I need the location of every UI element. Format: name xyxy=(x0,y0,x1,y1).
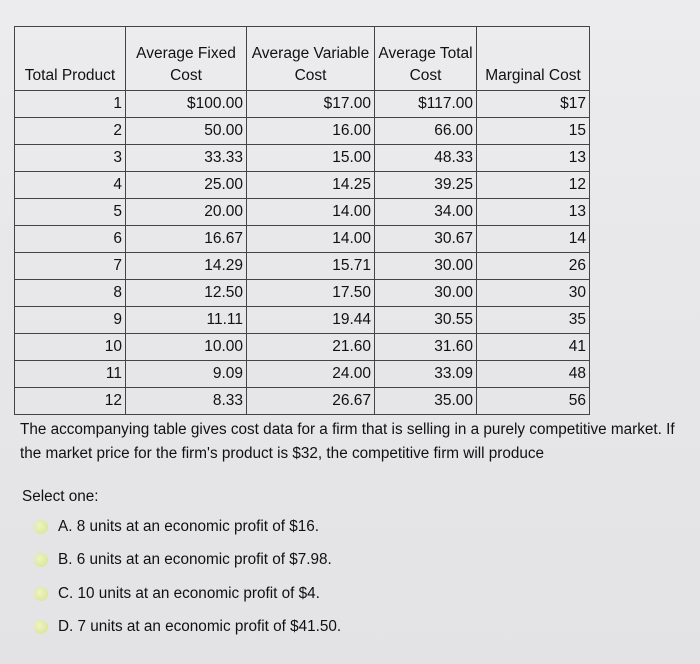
cell-average-total-cost: 31.60 xyxy=(375,334,477,361)
cell-average-variable-cost: 14.00 xyxy=(247,226,375,253)
cell-average-variable-cost: 15.71 xyxy=(247,253,375,280)
cell-total-product: 5 xyxy=(15,199,126,226)
cell-total-product: 2 xyxy=(15,118,126,145)
radio-icon[interactable] xyxy=(34,553,48,567)
question-text: The accompanying table gives cost data for a firm that is selling in a purely competitive market. If the market price for the firm's product is $32, the competitive firm will produce xyxy=(20,421,675,462)
cell-average-fixed-cost: 12.50 xyxy=(126,280,247,307)
cell-average-total-cost: 39.25 xyxy=(375,172,477,199)
cell-total-product: 8 xyxy=(15,280,126,307)
cell-marginal-cost: 56 xyxy=(477,388,590,415)
header-average-total-cost: Average Total Cost xyxy=(375,27,477,91)
cell-total-product: 10 xyxy=(15,334,126,361)
cell-marginal-cost: 15 xyxy=(477,118,590,145)
cell-average-total-cost: 34.00 xyxy=(375,199,477,226)
table-row xyxy=(15,253,590,280)
cell-average-variable-cost: 15.00 xyxy=(247,145,375,172)
table-row xyxy=(15,307,590,334)
cell-total-product: 4 xyxy=(15,172,126,199)
cell-average-fixed-cost: 10.00 xyxy=(126,334,247,361)
radio-icon[interactable] xyxy=(34,587,48,601)
cell-marginal-cost: 13 xyxy=(477,199,590,226)
cell-average-fixed-cost: 50.00 xyxy=(126,118,247,145)
cell-average-variable-cost: 16.00 xyxy=(247,118,375,145)
cell-average-fixed-cost: 20.00 xyxy=(126,199,247,226)
cell-average-variable-cost: 14.25 xyxy=(247,172,375,199)
cell-average-total-cost: 35.00 xyxy=(375,388,477,415)
header-total-product: Total Product xyxy=(15,27,126,91)
option-a-label: A. 8 units at an economic profit of $16. xyxy=(58,518,320,535)
table-row xyxy=(15,334,590,361)
cell-average-total-cost: 30.00 xyxy=(375,253,477,280)
cell-average-total-cost: 66.00 xyxy=(375,118,477,145)
cell-marginal-cost: 41 xyxy=(477,334,590,361)
cell-total-product: 11 xyxy=(15,361,126,388)
option-c[interactable] xyxy=(34,585,320,603)
cell-average-fixed-cost: 11.11 xyxy=(126,307,247,334)
cell-marginal-cost: 48 xyxy=(477,361,590,388)
table-row xyxy=(15,199,590,226)
table-row xyxy=(15,388,590,415)
cell-marginal-cost: 30 xyxy=(477,280,590,307)
header-average-fixed-cost: Average Fixed Cost xyxy=(126,27,247,91)
cell-average-variable-cost: 24.00 xyxy=(247,361,375,388)
cell-marginal-cost: $17 xyxy=(477,91,590,118)
cell-total-product: 3 xyxy=(15,145,126,172)
table-row xyxy=(15,172,590,199)
cell-average-total-cost: $117.00 xyxy=(375,91,477,118)
cost-table xyxy=(14,26,590,415)
cell-average-variable-cost: 21.60 xyxy=(247,334,375,361)
cell-total-product: 6 xyxy=(15,226,126,253)
cell-total-product: 7 xyxy=(15,253,126,280)
cell-average-total-cost: 30.55 xyxy=(375,307,477,334)
header-average-variable-cost: Average Variable Cost xyxy=(247,27,375,91)
table-row xyxy=(15,280,590,307)
cell-average-fixed-cost: 14.29 xyxy=(126,253,247,280)
cell-average-total-cost: 30.00 xyxy=(375,280,477,307)
cell-average-fixed-cost: 25.00 xyxy=(126,172,247,199)
select-one-label: Select one: xyxy=(22,488,99,505)
cell-marginal-cost: 35 xyxy=(477,307,590,334)
table-row xyxy=(15,118,590,145)
cell-marginal-cost: 26 xyxy=(477,253,590,280)
cell-average-fixed-cost: 33.33 xyxy=(126,145,247,172)
cell-average-fixed-cost: 16.67 xyxy=(126,226,247,253)
cell-average-total-cost: 48.33 xyxy=(375,145,477,172)
table-row xyxy=(15,361,590,388)
cell-average-fixed-cost: 9.09 xyxy=(126,361,247,388)
cell-average-fixed-cost: 8.33 xyxy=(126,388,247,415)
cell-marginal-cost: 13 xyxy=(477,145,590,172)
table-header-row xyxy=(15,27,590,91)
option-b[interactable] xyxy=(34,551,332,569)
cell-marginal-cost: 14 xyxy=(477,226,590,253)
cell-total-product: 12 xyxy=(15,388,126,415)
table-row xyxy=(15,226,590,253)
option-a[interactable] xyxy=(34,518,319,536)
table-row xyxy=(15,145,590,172)
cell-total-product: 9 xyxy=(15,307,126,334)
cell-average-variable-cost: 26.67 xyxy=(247,388,375,415)
table-row xyxy=(15,91,590,118)
option-d[interactable] xyxy=(34,618,341,636)
radio-icon[interactable] xyxy=(34,520,48,534)
cell-average-variable-cost: $17.00 xyxy=(247,91,375,118)
cell-marginal-cost: 12 xyxy=(477,172,590,199)
cell-average-variable-cost: 17.50 xyxy=(247,280,375,307)
cell-average-fixed-cost: $100.00 xyxy=(126,91,247,118)
option-d-label: D. 7 units at an economic profit of $41.50. xyxy=(58,618,342,635)
cell-average-variable-cost: 19.44 xyxy=(247,307,375,334)
radio-icon[interactable] xyxy=(34,620,48,634)
cell-average-total-cost: 30.67 xyxy=(375,226,477,253)
option-b-label: B. 6 units at an economic profit of $7.98. xyxy=(58,551,332,568)
header-marginal-cost: Marginal Cost xyxy=(477,27,590,91)
option-c-label: C. 10 units at an economic profit of $4. xyxy=(58,585,320,602)
cell-average-total-cost: 33.09 xyxy=(375,361,477,388)
cell-total-product: 1 xyxy=(15,91,126,118)
cell-average-variable-cost: 14.00 xyxy=(247,199,375,226)
